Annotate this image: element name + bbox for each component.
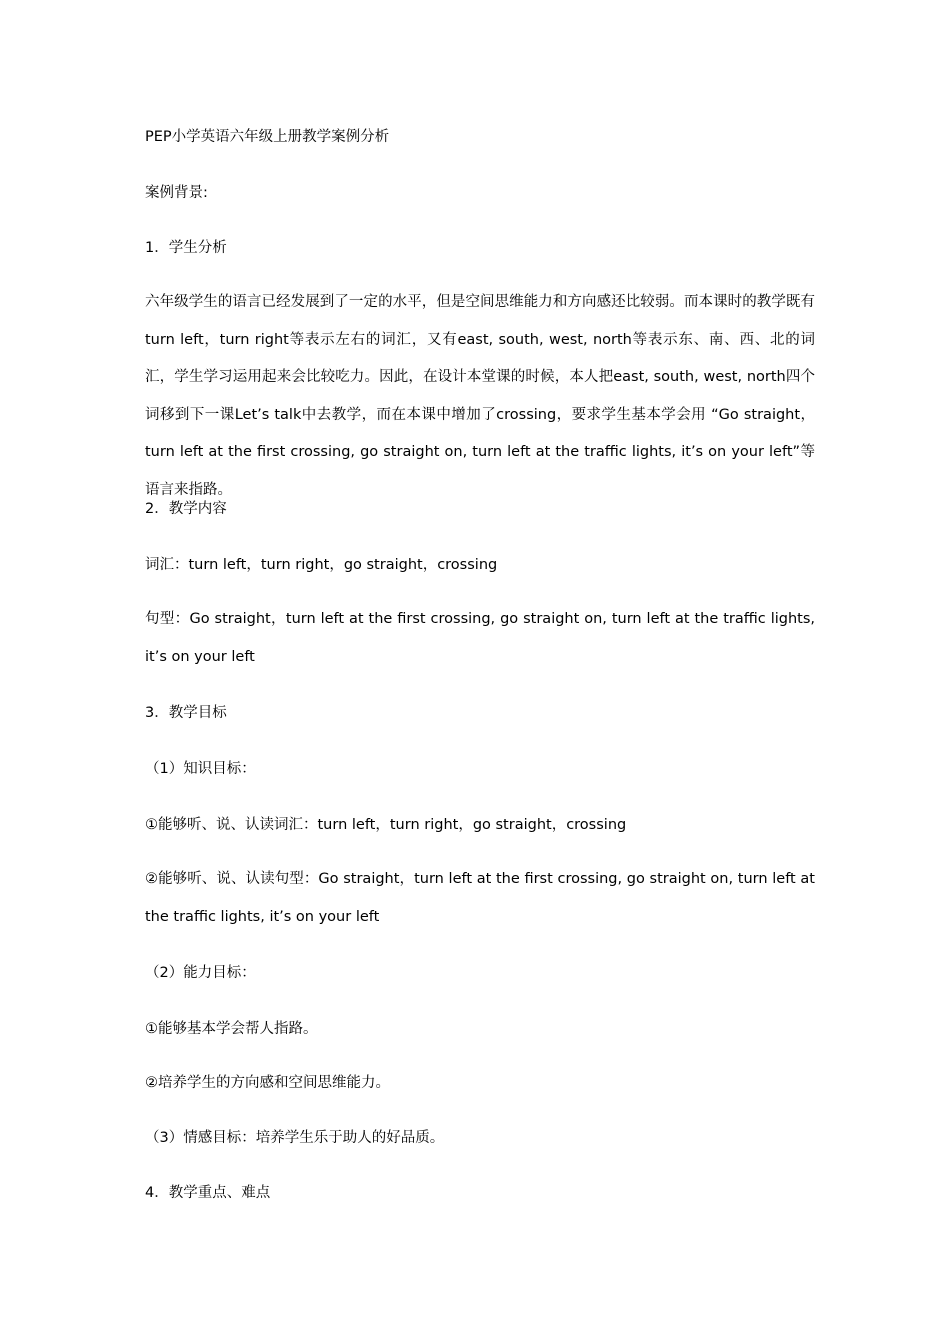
section-heading-teaching-content: 2．教学内容 [145, 501, 227, 517]
section-heading-student-analysis: 1．学生分析 [145, 240, 227, 256]
ability-goal-item: ②培养学生的方向感和空间思维能力。 [145, 1075, 390, 1091]
section-heading-key-points: 4．教学重点、难点 [145, 1185, 271, 1201]
background-heading: 案例背景: [145, 185, 208, 201]
vocabulary-line: 词汇：turn left，turn right，go straight，crossing [145, 557, 498, 573]
emotion-goal-line: （3）情感目标：培养学生乐于助人的好品质。 [145, 1130, 445, 1146]
document-title: PEP小学英语六年级上册教学案例分析 [145, 129, 390, 145]
student-analysis-paragraph: 六年级学生的语言已经发展到了一定的水平，但是空间思维能力和方向感还比较弱。而本课时的教学既有turn left，turn right等表示左右的词汇，又有east, south, west, north等表示东、南、西、北的词汇，学生学习运用起来会比较吃力。因此，在设计本堂课的时候，本人把east, south, west, north四个词移到下一课Let’s talk中去教学，而在本课中增加了crossing，要求学生基本学会用 “Go straight，turn left at the first crossing, go straight on, turn left at the traffic lights, it’s on your left”等语言来指路。 [145, 294, 815, 498]
ability-goal-item: ①能够基本学会帮人指路。 [145, 1021, 318, 1037]
section-heading-teaching-goals: 3．教学目标 [145, 705, 227, 721]
ability-goals-heading: （2）能力目标： [145, 965, 256, 981]
knowledge-goal-item: ①能够听、说、认读词汇：turn left，turn right，go straight，crossing [145, 817, 627, 833]
knowledge-goal-item: ②能够听、说、认读句型：Go straight，turn left at the first crossing, go straight on, turn left at the traffic lights, it’s on your left [145, 871, 815, 925]
sentence-pattern-paragraph: 句型：Go straight，turn left at the first crossing, go straight on, turn left at the traffic lights, it’s on your left [145, 611, 815, 665]
knowledge-goals-heading: （1）知识目标： [145, 761, 256, 777]
